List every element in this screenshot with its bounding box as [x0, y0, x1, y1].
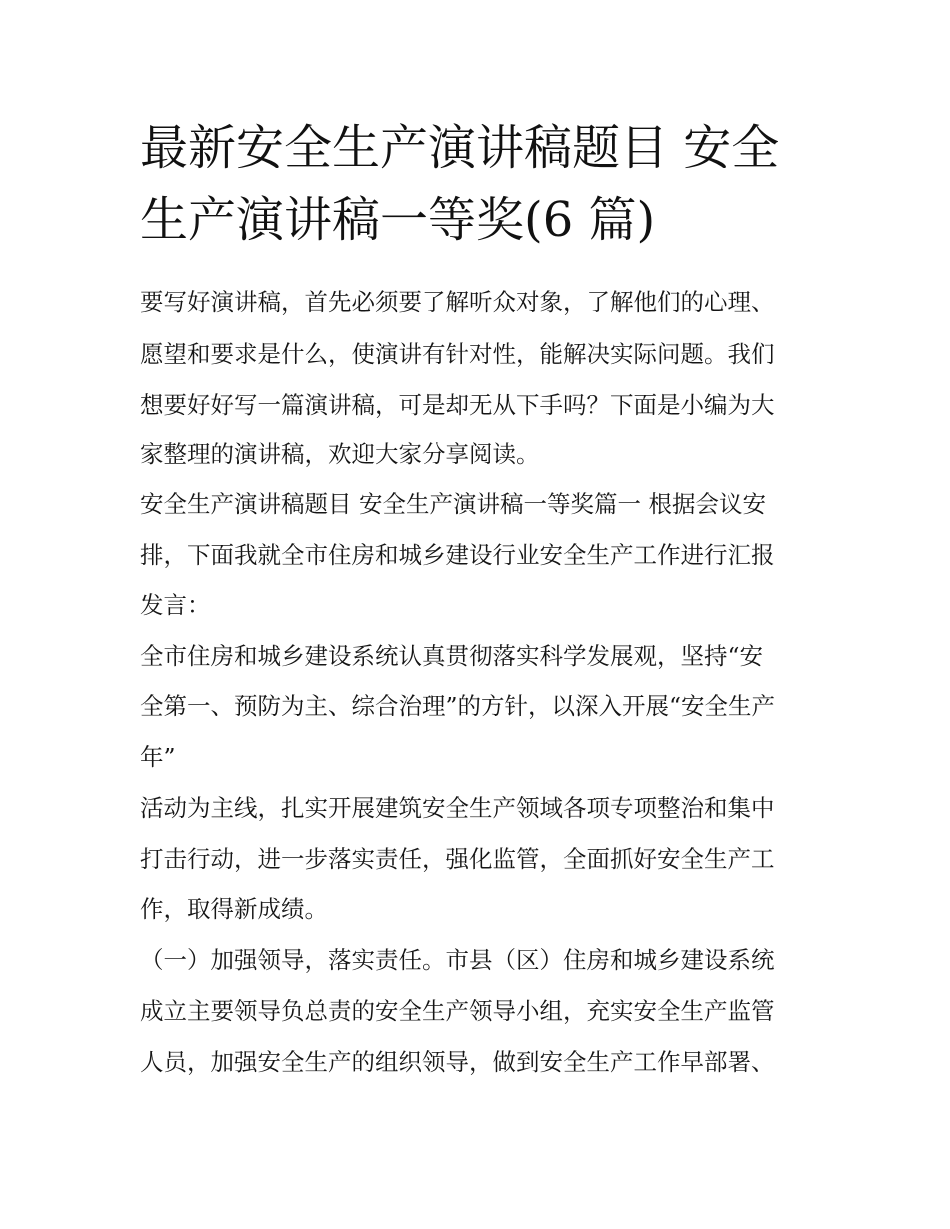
title-line-2: 生产演讲稿一等奖(6 篇) [140, 192, 656, 248]
paragraph-line: （一）加强领导，落实责任。市县（区）住房和城乡建设系统 [140, 946, 775, 974]
paragraph-line: 人员，加强安全生产的组织领导，做到安全生产工作早部署、 [140, 1048, 775, 1076]
paragraph-line: 活动为主线，扎实开展建筑安全生产领域各项专项整治和集中 [140, 794, 775, 822]
paragraph-line: 全市住房和城乡建设系统认真贯彻落实科学发展观，坚持“安 [140, 642, 764, 670]
paragraph-line: 家整理的演讲稿，欢迎大家分享阅读。 [140, 440, 540, 468]
title-line-1: 最新安全生产演讲稿题目 安全 [140, 120, 780, 176]
paragraph-line: 安全生产演讲稿题目 安全生产演讲稿一等奖篇一 根据会议安 [140, 490, 766, 518]
paragraph-line: 愿望和要求是什么，使演讲有针对性，能解决实际问题。我们 [140, 340, 775, 368]
paragraph-line: 想要好好写一篇演讲稿，可是却无从下手吗？下面是小编为大 [140, 391, 775, 419]
paragraph-line: 作，取得新成绩。 [140, 895, 328, 923]
paragraph-line: 成立主要领导负总责的安全生产领导小组，充实安全生产监管 [140, 997, 775, 1025]
paragraph-line: 打击行动，进一步落实责任，强化监管，全面抓好安全生产工 [140, 845, 775, 873]
paragraph-line: 年” [140, 743, 176, 771]
paragraph-line: 排，下面我就全市住房和城乡建设行业安全生产工作进行汇报 [140, 541, 775, 569]
paragraph-line: 发言： [140, 591, 211, 619]
paragraph-line: 全第一、预防为主、综合治理”的方针，以深入开展“安全生产 [140, 692, 776, 720]
paragraph-line: 要写好演讲稿，首先必须要了解听众对象，了解他们的心理、 [140, 288, 775, 316]
document-title [140, 112, 820, 256]
